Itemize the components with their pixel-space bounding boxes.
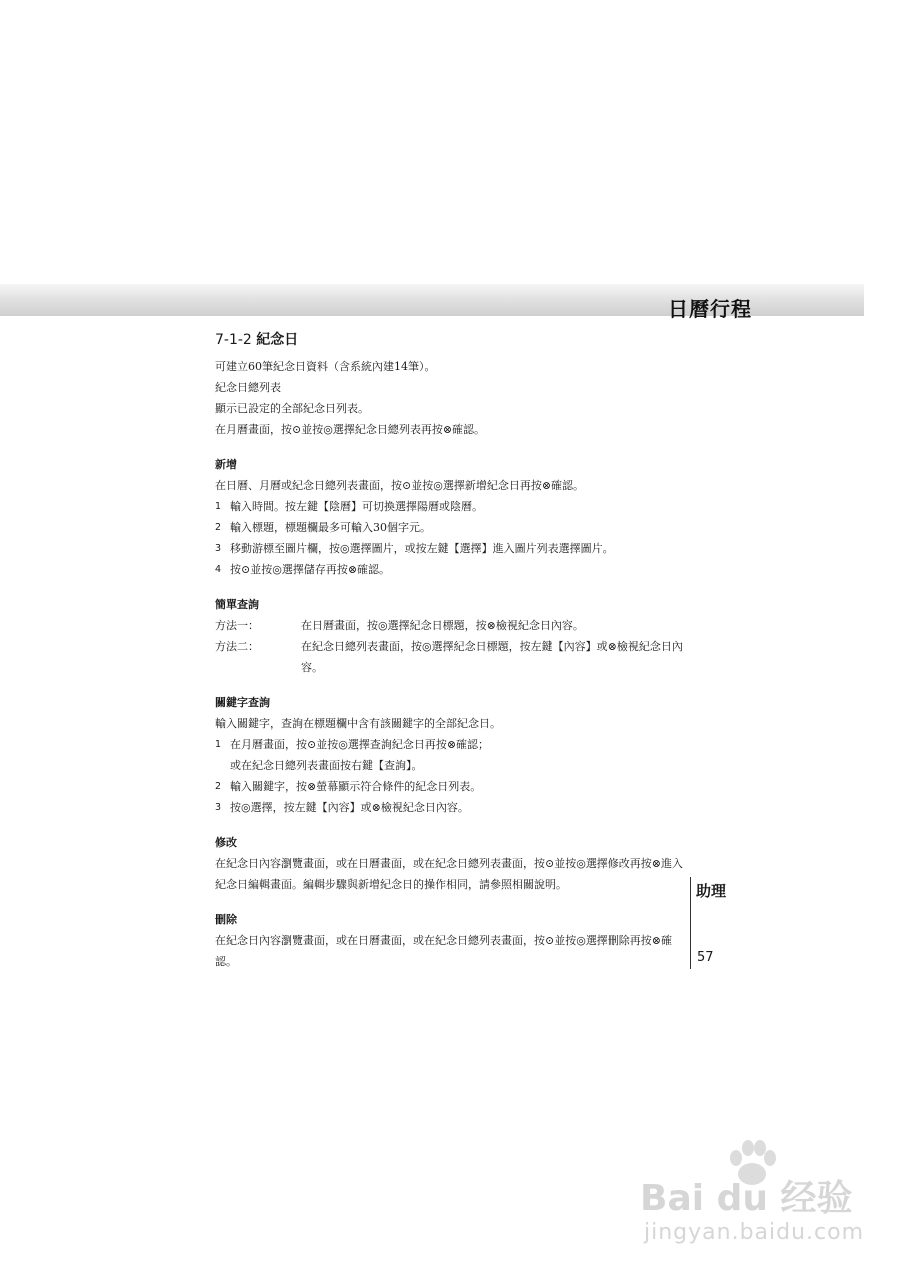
intro-line: 紀念日總列表	[215, 381, 281, 394]
keyword-step: 或在紀念日總列表畫面按右鍵【查詢】。	[230, 759, 423, 772]
side-tab-label: 助理	[696, 882, 727, 900]
section-number: 7-1-2	[215, 332, 252, 348]
section-name: 紀念日	[256, 332, 299, 348]
method-row: 方法一： 在日曆畫面，按◎選擇紀念日標題，按⊗檢視紀念日內容。	[215, 619, 584, 632]
keyword-step: 1 在月曆畫面，按⊙並按◎選擇查詢紀念日再按⊗確認；	[215, 738, 490, 751]
page-content	[215, 330, 685, 972]
intro-line: 顯示已設定的全部紀念日列表。	[215, 402, 369, 415]
add-step: 1 輸入時間。按左鍵【陰曆】可切換選擇陽曆或陰曆。	[215, 500, 483, 513]
add-step: 2 輸入標題，標題欄最多可輸入30個字元。	[215, 521, 431, 534]
delete-heading: 刪除	[215, 913, 237, 926]
section-title	[215, 330, 685, 351]
modify-heading: 修改	[215, 836, 237, 849]
simple-search-heading: 簡單查詢	[215, 598, 259, 611]
delete-line: 在紀念日內容瀏覽畫面，或在日曆畫面，或在紀念日總列表畫面，按⊙並按◎選擇刪除再按⊗確認。	[215, 934, 673, 968]
watermark-url: jingyan.baidu.com	[644, 1220, 865, 1245]
add-step: 4 按⊙並按◎選擇儲存再按⊗確認。	[215, 563, 391, 576]
modify-line: 在紀念日內容瀏覽畫面，或在日曆畫面，或在紀念日總列表畫面，按⊙並按◎選擇修改再按⊗進入紀念日編輯畫面。編輯步驟與新增紀念日的操作相同，請參照相關說明。	[215, 857, 684, 891]
watermark-logo: Bai du 经验	[640, 1178, 853, 1219]
method-row: 方法二： 在紀念日總列表畫面，按◎選擇紀念日標題，按左鍵【內容】或⊗檢視紀念日內容。	[215, 640, 683, 674]
keyword-line: 輸入關鍵字，查詢在標題欄中含有該關鍵字的全部紀念日。	[215, 717, 501, 730]
add-line: 在日曆、月曆或紀念日總列表畫面，按⊙並按◎選擇新增紀念日再按⊗確認。	[215, 479, 585, 492]
keyword-step: 3 按◎選擇，按左鍵【內容】或⊗檢視紀念日內容。	[215, 801, 469, 814]
intro-line: 在月曆畫面，按⊙並按◎選擇紀念日總列表再按⊗確認。	[215, 423, 486, 436]
keyword-search-heading: 關鍵字查詢	[215, 696, 270, 709]
add-heading: 新增	[215, 458, 237, 471]
watermark	[640, 1170, 865, 1260]
page-number: 57	[697, 950, 714, 965]
chapter-title: 日曆行程	[668, 297, 752, 321]
add-step: 3 移動游標至圖片欄，按◎選擇圖片，或按左鍵【選擇】進入圖片列表選擇圖片。	[215, 542, 614, 555]
side-divider	[690, 877, 691, 969]
intro-line: 可建立60筆紀念日資料（含系統內建14筆）。	[215, 360, 436, 373]
keyword-step: 2 輸入關鍵字，按⊗螢幕顯示符合條件的紀念日列表。	[215, 780, 482, 793]
